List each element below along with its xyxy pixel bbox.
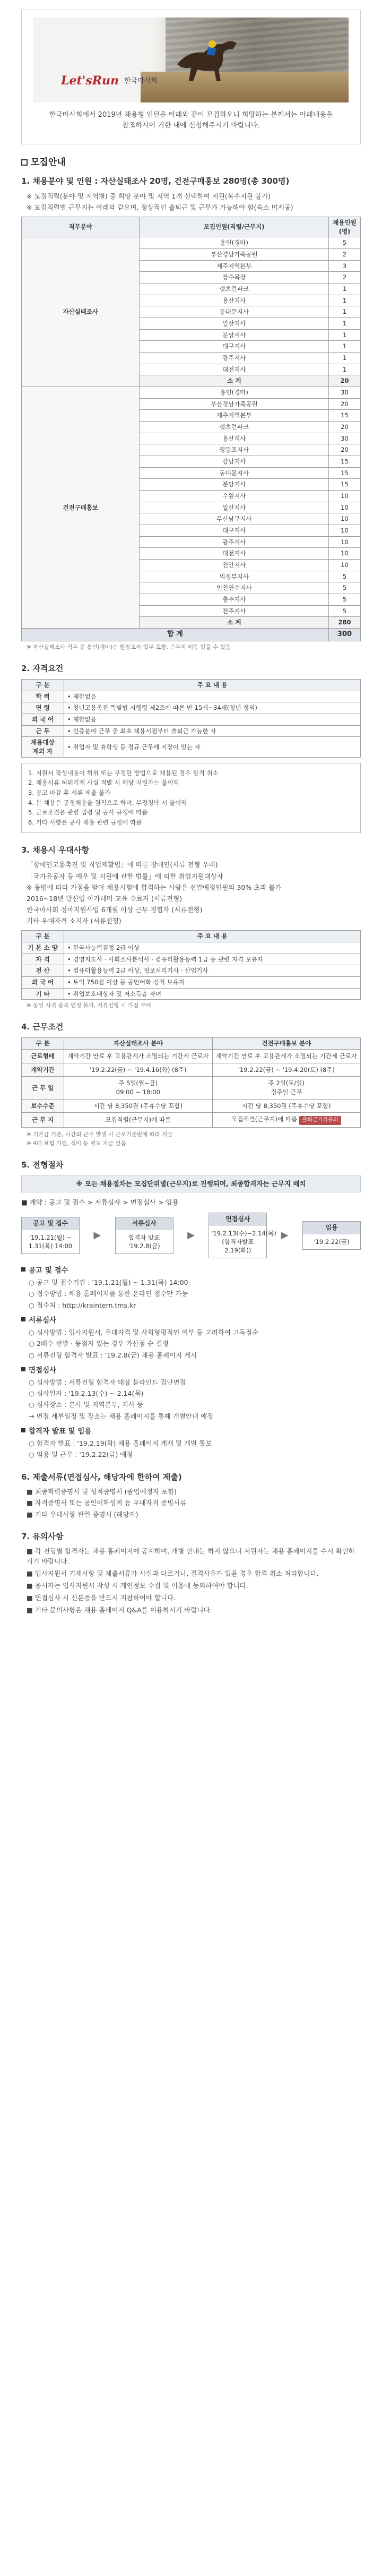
notice-line: 3. 공고 마감 후 서류 제출 불가: [28, 788, 111, 796]
row-value: • 취업자 및 휴학생 등 정규 근무에 지장이 있는 자: [64, 737, 361, 757]
grand-total-label: 합 계: [22, 629, 329, 641]
process-step-title: 임용: [303, 1222, 360, 1234]
subtotal-value: 20: [329, 375, 361, 387]
table-row: [22, 1049, 361, 1063]
location-cell: 광주지사: [140, 536, 329, 548]
preference-table: [21, 930, 361, 1000]
row-label: 기 타: [22, 988, 64, 1000]
process-detail-line: ○ 공고 및 접수기간 : '19.1.21(월) ~ 1.31(목) 14:00: [29, 1278, 188, 1287]
caution-item: ■ 입사지원서 기재사항 및 제출서류가 사실과 다르거나, 결격사유가 있을 경우 합격 취소 처리합니다.: [27, 1569, 319, 1577]
row-value: • 토익 750점 이상 등 공인어학 성적 보유자: [64, 976, 361, 988]
process-detail-title: 면접심사: [21, 1366, 361, 1376]
count-cell: 10: [329, 525, 361, 537]
process-step: [302, 1221, 361, 1249]
note: ※ 모집직렬별 근무지는 아래와 같으며, 정상적인 출퇴근 및 근무가 가능해야 함(숙소 미제공): [27, 203, 293, 211]
location-cell: 광주지사: [140, 352, 329, 364]
document-item: ■ 최종학력증명서 및 성적증명서 (졸업예정자 포함): [27, 1488, 177, 1496]
row-label: 외 국 어: [22, 976, 64, 988]
count-cell: 1: [329, 295, 361, 306]
location-cell: 영등포지사: [140, 444, 329, 456]
count-cell: 15: [329, 467, 361, 479]
row-label: 학 력: [22, 691, 64, 702]
table-header-cell: 자산실태조사 분야: [64, 1038, 213, 1050]
count-cell: 15: [329, 479, 361, 491]
location-cell: 용인(경마): [140, 387, 329, 399]
process-step: [21, 1217, 80, 1254]
table-row: [22, 725, 361, 737]
row-label: 자 격: [22, 954, 64, 965]
process-detail-line: ○ 심사일자 : '19.2.13(수) ~ 2.14(목): [29, 1389, 144, 1398]
process-step-date: 합격자 발표 '19.2.8(금): [128, 1233, 160, 1250]
section-cautions: [21, 1531, 361, 1616]
count-cell: 1: [329, 364, 361, 375]
jobs-table: [21, 217, 361, 641]
table-row: [22, 387, 361, 399]
square-bullet-icon: [21, 1428, 25, 1432]
brand-mark: Let'sRun: [61, 74, 119, 88]
location-cell: 동대문지사: [140, 467, 329, 479]
note: ※ 모집직렬(분야 및 지역별) 중 희망 분야 및 지역 1개 선택하여 지원(복수지원 불가): [27, 192, 271, 200]
subtotal-label: 소 계: [140, 617, 329, 629]
table-header-cell: 직무분야: [22, 217, 140, 237]
row-value: • 한국사능력검정 2급 이상: [64, 942, 361, 954]
process-detail-line: ○ 서류전형 합격자 발표 : '19.2.8(금) 채용 홈페이지 게시: [29, 1351, 197, 1359]
row-value: • 제한없음: [64, 691, 361, 702]
square-bullet-icon: [21, 1267, 25, 1272]
count-cell: 15: [329, 456, 361, 468]
process-step: [115, 1217, 173, 1254]
row-value: • 제한없음: [64, 714, 361, 725]
table-row: [22, 942, 361, 954]
count-cell: 3: [329, 260, 361, 272]
location-cell: 대전지사: [140, 364, 329, 375]
location-cell: 분당지사: [140, 479, 329, 491]
location-cell: 제주지역본부: [140, 260, 329, 272]
arrow-right-icon: ▶: [281, 1229, 289, 1241]
table-header-cell: 구 분: [22, 1038, 64, 1050]
count-cell: 5: [329, 605, 361, 617]
document-item: ■ 기타 우대사항 관련 증명서 (해당자): [27, 1510, 138, 1518]
count-cell: 1: [329, 329, 361, 341]
footnote: ※ 동일 자격 중복 인정 불가, 서류전형 시 가점 부여: [27, 1002, 151, 1009]
row-label: 근 무 지: [22, 1113, 64, 1128]
section-title: 모집안내: [21, 156, 361, 169]
row-label: 보수수준: [22, 1099, 64, 1113]
table-row: [22, 976, 361, 988]
count-cell: 20: [329, 398, 361, 410]
process-step: [209, 1213, 276, 1258]
notice-line: 4. 본 채용은 공정채용을 원칙으로 하며, 부정청탁 시 불이익: [28, 798, 187, 806]
location-cell: 분당지사: [140, 329, 329, 341]
row-label: 근 무: [22, 725, 64, 737]
table-row: [22, 714, 361, 725]
promotion-value: 주 2일(토/일) 경주일 근무: [212, 1077, 361, 1099]
section-documents: [21, 1472, 361, 1519]
table-header-cell: 구 분: [22, 931, 64, 942]
count-cell: 1: [329, 306, 361, 318]
table-row: [22, 954, 361, 965]
location-cell: 동대문지사: [140, 306, 329, 318]
process-detail: [21, 1427, 361, 1460]
process-detail-title: 합격자 발표 및 임용: [21, 1427, 361, 1437]
table-row: [22, 237, 361, 249]
hero-image: [33, 18, 349, 102]
location-cell: 강남지사: [140, 456, 329, 468]
preference-item: 「국가유공자 등 예우 및 지원에 관한 법률」에 의한 취업지원대상자: [27, 872, 223, 880]
location-cell: 부산남구지사: [140, 513, 329, 525]
asset-survey-value: 모집직렬(근무지)에 따름: [64, 1113, 213, 1128]
category-cell: 자산실태조사: [22, 237, 140, 387]
promotion-value: 모집직렬(근무지)에 따름 출퇴근거리유의: [212, 1113, 361, 1128]
row-label: 계약기간: [22, 1063, 64, 1077]
table-header-cell: 주 요 내 용: [64, 679, 361, 691]
count-cell: 5: [329, 594, 361, 606]
footnote: ※ 4대 보험 가입, 식비 등 별도 지급 없음: [27, 1140, 126, 1147]
count-cell: 1: [329, 317, 361, 329]
notice-box: [21, 763, 361, 833]
section-title: 3. 채용시 우대사항: [21, 845, 90, 855]
table-row: [22, 1077, 361, 1099]
grand-total-value: 300: [329, 629, 361, 641]
section-title: 7. 유의사항: [21, 1531, 64, 1541]
location-cell: 전주지사: [140, 605, 329, 617]
section-qualifications: [21, 663, 361, 832]
preference-item: 2016~18년 말산업 아카데미 교육 수료자 (서류전형): [27, 894, 183, 903]
table-header-cell: 주 요 내 용: [64, 931, 361, 942]
process-detail-line: ○ 접수방법 : 채용 홈페이지를 통한 온라인 접수만 가능: [29, 1290, 188, 1298]
location-cell: 일산지사: [140, 502, 329, 513]
subheading: 1. 채용분야 및 인원 : 자산실태조사 20명, 건전구매홍보 280명(총 300명): [21, 176, 290, 186]
notice-line: 6. 기타 사항은 공사 채용 관련 규정에 따름: [28, 818, 142, 826]
preference-item: 기타 우대자격 소지자 (서류전형): [27, 917, 121, 925]
process-detail-line: ○ 합격자 발표 : '19.2.19(화) 채용 홈페이지 게재 및 개별 통보: [29, 1439, 212, 1448]
location-cell: 수원지사: [140, 491, 329, 502]
caution-item: ■ 응시자는 입사지원서 작성 시 개인정보 수집 및 이용에 동의하여야 합니다.: [27, 1581, 248, 1590]
location-cell: 렛츠런파크: [140, 422, 329, 433]
category-cell: 건전구매홍보: [22, 387, 140, 629]
count-cell: 2: [329, 248, 361, 260]
racehorse-illustration: [172, 32, 241, 83]
location-cell: 천안지사: [140, 560, 329, 571]
row-label: 기 본 소 양: [22, 942, 64, 954]
section-title: 6. 제출서류(면접심사, 해당자에 한하여 제출): [21, 1472, 182, 1482]
process-step-title: 서류심사: [116, 1217, 173, 1230]
checkbox-icon: [21, 159, 28, 166]
process-step-date: '19.2.13(수)~2.14(목) (합격자발표 2.19(화)): [211, 1229, 276, 1254]
notice-line: 1. 지원서 작성내용이 허위 또는 부정한 방법으로 채용된 경우 합격 취소: [28, 769, 219, 777]
location-cell: 제주지역본부: [140, 410, 329, 422]
count-cell: 2: [329, 272, 361, 284]
table-header-cell: 건전구매홍보 분야: [212, 1038, 361, 1050]
process-detail: [21, 1266, 361, 1310]
process-detail-title: 서류심사: [21, 1316, 361, 1326]
location-cell: 대구지사: [140, 341, 329, 353]
section-title: 5. 전형절차: [21, 1160, 64, 1170]
count-cell: 10: [329, 502, 361, 513]
location-cell: 렛츠런파크: [140, 283, 329, 295]
section-title: 4. 근무조건: [21, 1022, 64, 1032]
process-step-title: 공고 및 접수: [22, 1217, 79, 1230]
brand-name: 한국마사회: [124, 76, 158, 85]
table-row: [22, 1113, 361, 1128]
process-summary: ■ 계약 : 공고 및 접수 > 서류심사 > 면접심사 > 임용: [21, 1198, 179, 1206]
count-cell: 30: [329, 387, 361, 399]
row-label: 연 령: [22, 702, 64, 714]
count-cell: 10: [329, 491, 361, 502]
table-row: [22, 1099, 361, 1113]
preference-item: 「장애인고용촉진 및 직업재활법」에 따른 장애인(서류 전형 우대): [27, 861, 218, 869]
section-process: [21, 1160, 361, 1459]
count-cell: 1: [329, 283, 361, 295]
count-cell: 1: [329, 352, 361, 364]
notice-line: 5. 근로조건은 관련 법령 및 공사 규정에 따름: [28, 809, 148, 817]
count-cell: 10: [329, 548, 361, 560]
caution-item: ■ 각 전형별 합격자는 채용 홈페이지에 공지하며, 개별 안내는 하지 않으니 지원자는 채용 홈페이지를 수시 확인하시기 바랍니다.: [27, 1547, 355, 1565]
table-header-cell: 구 분: [22, 679, 64, 691]
location-cell: 인천연수지사: [140, 582, 329, 594]
arrow-right-icon: ▶: [187, 1229, 195, 1241]
process-step-date: '19.1.21(월) ~ 1.31(목) 14:00: [28, 1233, 73, 1250]
preference-item: ※ 동법에 따라 가점을 받아 채용시험에 합격하는 사람은 선발예정인원의 30% 초과 불가: [27, 883, 282, 891]
count-cell: 30: [329, 433, 361, 444]
section-preferences: [21, 845, 361, 1010]
process-flow: [21, 1213, 361, 1258]
asset-survey-value: 시간 당 8,350원 (주휴수당 포함): [64, 1099, 213, 1113]
asset-survey-value: '19.2.22(금) ~ '19.4.16(화) (8주): [64, 1063, 213, 1077]
process-detail-line: ○ 심사방법 : 서류전형 합격자 대상 블라인드 집단면접: [29, 1378, 186, 1387]
promotion-value: '19.2.22(금) ~ '19.4.20(토) (8주): [212, 1063, 361, 1077]
location-cell: 대구지사: [140, 525, 329, 537]
work-conditions-table: [21, 1037, 361, 1128]
table-row: [22, 1063, 361, 1077]
process-step-title: 면접심사: [209, 1213, 266, 1225]
location-cell: 부산경남가족공원: [140, 398, 329, 410]
process-banner: ※ 모든 채용절차는 모집단위별(근무지)로 진행되며, 최종합격자는 근무지 배치: [21, 1175, 361, 1192]
section-recruitment-info: [21, 156, 361, 651]
table-row: [22, 965, 361, 977]
row-label: 근로형태: [22, 1049, 64, 1063]
location-cell: 일산지사: [140, 317, 329, 329]
arrow-right-icon: ▶: [93, 1229, 101, 1241]
count-cell: 15: [329, 410, 361, 422]
process-detail-line: ○ 심사장소 : 본사 및 지역본부, 지사 등: [29, 1401, 143, 1409]
process-detail-line: ○ 심사방법 : 입사지원서, 우대자격 및 사회형평적인 여부 등 고려하여 고득점순: [29, 1328, 259, 1337]
caution-item: ■ 기타 문의사항은 채용 홈페이지 Q&A를 이용하시기 바랍니다.: [27, 1606, 212, 1615]
table-row: [22, 702, 361, 714]
process-detail: [21, 1316, 361, 1360]
row-value: • 경영지도사 · 사회조사분석사 · 컴퓨터활용능력 1급 등 관련 자격 보유자: [64, 954, 361, 965]
process-detail-line: ○ 임용 및 근무 : '19.2.22(금) 예정: [29, 1450, 133, 1459]
promotion-value: 계약기간 만료 후 고용관계가 소멸되는 기간제 근로자: [212, 1049, 361, 1063]
table-header-cell: 모집인원(직렬/근무지): [140, 217, 329, 237]
subtotal-value: 280: [329, 617, 361, 629]
row-label: 전 산: [22, 965, 64, 977]
process-detail: [21, 1366, 361, 1421]
row-label: 채용대상 제외 자: [22, 737, 64, 757]
brand-logo: [61, 73, 158, 90]
section-title: 2. 자격요건: [21, 664, 64, 674]
location-cell: 용산지사: [140, 433, 329, 444]
count-cell: 20: [329, 422, 361, 433]
subtotal-label: 소 계: [140, 375, 329, 387]
location-cell: 의정부지사: [140, 571, 329, 582]
asset-survey-value: 주 5일(월~금) 09:00 ~ 18:00: [64, 1077, 213, 1099]
count-cell: 10: [329, 513, 361, 525]
count-cell: 5: [329, 571, 361, 582]
count-cell: 20: [329, 444, 361, 456]
footnote: ※ 자산실태조사 직무 중 용인(경마)는 현장조사 업무 포함, 근무지 이동 있을 수 있음: [27, 643, 231, 650]
promotion-value: 시간 당 8,350원 (주휴수당 포함): [212, 1099, 361, 1113]
count-cell: 5: [329, 582, 361, 594]
header-frame: [21, 10, 361, 144]
process-step-date: '19.2.22(금): [314, 1238, 350, 1246]
process-detail-title: 공고 및 접수: [21, 1266, 361, 1276]
process-detail-line[interactable]: ○ 접수처 : http://kraintern.tms.kr: [29, 1301, 136, 1309]
square-bullet-icon: [21, 1367, 25, 1371]
grand-total-row: [22, 629, 361, 641]
count-cell: 5: [329, 237, 361, 249]
location-cell: 충주지사: [140, 594, 329, 606]
commute-badge: 출퇴근거리유의: [299, 1116, 342, 1125]
document-item: ■ 자격증명서 또는 공인어학성적 등 우대자격 증빙서류: [27, 1499, 187, 1507]
location-cell: 대전지사: [140, 548, 329, 560]
asset-survey-value: 계약기간 만료 후 고용관계가 소멸되는 기간제 근로자: [64, 1049, 213, 1063]
location-cell: 용인(경마): [140, 237, 329, 249]
process-detail-line: ○ 2배수 선발 · 동점자 있는 경우 가산점 순 결정: [29, 1339, 169, 1348]
table-row: [22, 737, 361, 757]
row-value: • 취업보호대상자 및 저소득층 자녀: [64, 988, 361, 1000]
row-label: 외 국 어: [22, 714, 64, 725]
table-row: [22, 988, 361, 1000]
section-work-conditions: [21, 1021, 361, 1148]
location-cell: 용산지사: [140, 295, 329, 306]
count-cell: 10: [329, 560, 361, 571]
count-cell: 1: [329, 341, 361, 353]
row-value: • 인증분야 근무 중 최초 채용시점부터 출퇴근 가능한 자: [64, 725, 361, 737]
row-label: 근 무 일: [22, 1077, 64, 1099]
count-cell: 10: [329, 536, 361, 548]
table-header-cell: 채용인원(명): [329, 217, 361, 237]
caution-item: ■ 면접심사 시 신분증을 반드시 지참하여야 합니다.: [27, 1593, 176, 1602]
qualification-table: [21, 679, 361, 758]
location-cell: 장수목장: [140, 272, 329, 284]
footnote: ※ 기본급 기준, 시간외 근무 발생 시 근로기준법에 따라 지급: [27, 1131, 173, 1138]
notice-line: 2. 채용서류 허위기재 사실 적발 시 해당 지원자는 불이익: [28, 779, 179, 787]
process-detail-line: → 면접 세부일정 및 장소는 채용 홈페이지를 통해 개별안내 예정: [29, 1412, 214, 1420]
row-value: • 컴퓨터활용능력 2급 이상, 정보처리기사 · 산업기사: [64, 965, 361, 977]
location-cell: 부산경남가족공원: [140, 248, 329, 260]
table-row: [22, 691, 361, 702]
row-value: • 청년고용촉진 특별법 시행령 제2조에 따른 만 15세~34세(청년 정의): [64, 702, 361, 714]
preference-item: 한국마사회 경마지원사업 6개월 이상 근무 경험자 (서류전형): [27, 905, 203, 914]
square-bullet-icon: [21, 1317, 25, 1321]
intro-text: 한국마사회에서 2019년 채용형 인턴을 아래와 같이 모집하오니 희망하는 분께서는 아래내용을 참조하시어 기한 내에 신청해주시기 바랍니다.: [49, 111, 333, 130]
page: [0, 10, 382, 1639]
